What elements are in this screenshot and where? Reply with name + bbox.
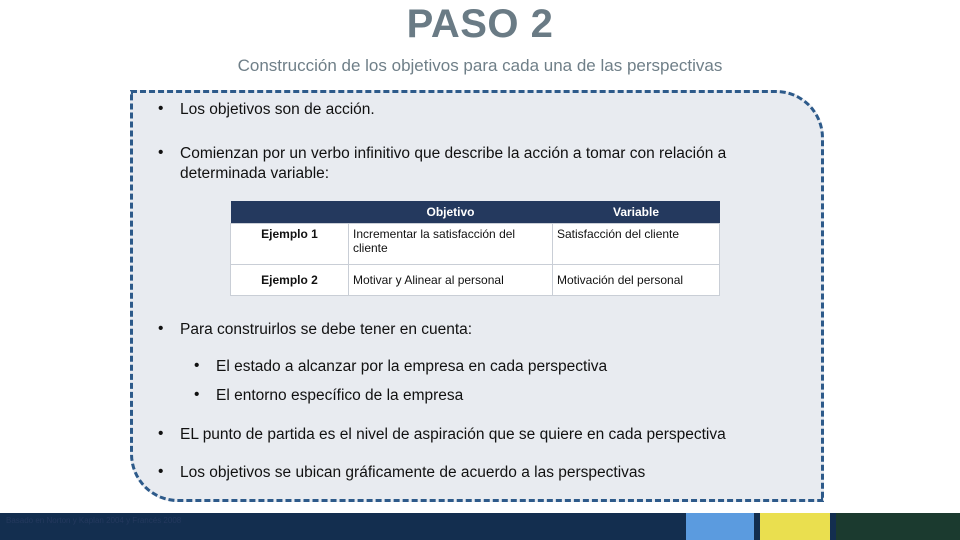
table-header-row: [231, 201, 720, 224]
table-cell: Satisfacción del cliente: [553, 224, 720, 265]
table-header-cell: Objetivo: [349, 201, 553, 224]
footer-block-yellow: [760, 513, 830, 540]
footer-block-green: [836, 513, 960, 540]
bullet-text: El estado a alcanzar por la empresa en cada perspectiva: [216, 358, 608, 375]
table-header-cell: Variable: [553, 201, 720, 224]
bullet-dot-icon: •: [158, 144, 164, 161]
table-cell: Ejemplo 2: [231, 265, 349, 296]
bullet-text: Comienzan por un verbo infinitivo que describe la acción a tomar con relación a determinada variable:: [180, 145, 727, 182]
bullet-text: Los objetivos son de acción.: [180, 101, 375, 118]
bullet-text: El entorno específico de la empresa: [216, 387, 464, 404]
bullet-text: EL punto de partida es el nivel de aspiración que se quiere en cada perspectiva: [180, 426, 726, 443]
table-cell: Motivación del personal: [553, 265, 720, 296]
footer-block-blue: [686, 513, 754, 540]
table-cell: Ejemplo 1: [231, 224, 349, 265]
table-cell: Incrementar la satisfacción del cliente: [349, 224, 553, 265]
bullet-dot-icon: •: [158, 100, 164, 117]
objectives-table: [230, 201, 720, 296]
bullet-text: Los objetivos se ubican gráficamente de acuerdo a las perspectivas: [180, 464, 646, 481]
footer-credit: Basado en Norton y Kaplan 2004 y Francés 2008: [6, 516, 182, 525]
bullet-dot-icon: •: [158, 425, 164, 442]
table-row: [231, 224, 720, 265]
page-subtitle: Construcción de los objetivos para cada una de las perspectivas: [237, 56, 723, 75]
bullet-dot-icon: •: [158, 463, 164, 480]
bullet-text: Para construirlos se debe tener en cuenta:: [180, 321, 473, 338]
bullet-dot-icon: •: [194, 386, 200, 403]
page-title: PASO 2: [406, 2, 554, 46]
table-row: [231, 265, 720, 296]
bullet-dot-icon: •: [194, 357, 200, 374]
table-cell: Motivar y Alinear al personal: [349, 265, 553, 296]
bullet-dot-icon: •: [158, 320, 164, 337]
table-header-cell: [231, 201, 349, 224]
